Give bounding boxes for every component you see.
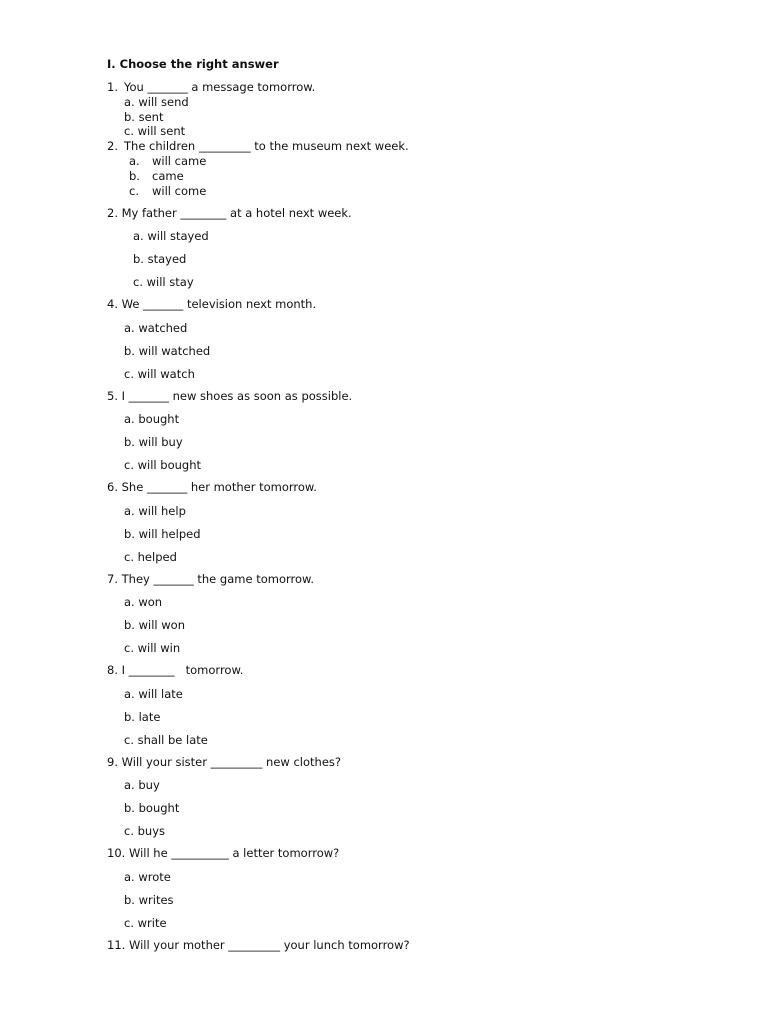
question-4-option-a[interactable]: a. watched xyxy=(124,321,188,335)
question-11-text: 11. Will your mother _________ your lunch tomorrow? xyxy=(107,938,410,952)
question-10-option-b[interactable]: b. writes xyxy=(124,893,174,907)
question-9-option-b[interactable]: b. bought xyxy=(124,801,180,815)
question-10-text: 10. Will he __________ a letter tomorrow? xyxy=(107,846,340,860)
question-6-option-b[interactable]: b. will helped xyxy=(124,527,201,541)
question-1-text: You _______ a message tomorrow. xyxy=(124,80,316,94)
question-1-number: 1. xyxy=(107,80,118,94)
question-7-text: 7. They _______ the game tomorrow. xyxy=(107,572,315,586)
question-9-text: 9. Will your sister _________ new clothes? xyxy=(107,755,341,769)
question-2a-option-a-letter: a. xyxy=(129,154,140,168)
question-5-text: 5. I _______ new shoes as soon as possible. xyxy=(107,389,353,403)
question-2a-option-a[interactable]: will came xyxy=(152,154,207,168)
question-7-option-b[interactable]: b. will won xyxy=(124,618,185,632)
question-2a-option-c[interactable]: will come xyxy=(152,184,207,198)
question-8-option-a[interactable]: a. will late xyxy=(124,687,183,701)
question-2a-option-c-letter: c. xyxy=(129,184,139,198)
question-2b-option-b[interactable]: b. stayed xyxy=(133,252,187,266)
question-2b-text: 2. My father ________ at a hotel next week. xyxy=(107,206,352,220)
question-2a-option-b-letter: b. xyxy=(129,169,140,183)
question-1-option-a[interactable]: a. will send xyxy=(124,95,189,109)
question-2a-text: The children _________ to the museum next week. xyxy=(124,139,409,153)
question-4-option-b[interactable]: b. will watched xyxy=(124,344,211,358)
question-10-option-c[interactable]: c. write xyxy=(124,916,167,930)
question-9-option-a[interactable]: a. buy xyxy=(124,778,160,792)
question-2a-number: 2. xyxy=(107,139,118,153)
question-6-option-a[interactable]: a. will help xyxy=(124,504,186,518)
question-1-option-b[interactable]: b. sent xyxy=(124,110,164,124)
question-10-option-a[interactable]: a. wrote xyxy=(124,870,171,884)
question-4-option-c[interactable]: c. will watch xyxy=(124,367,195,381)
question-8-option-c[interactable]: c. shall be late xyxy=(124,733,208,747)
question-5-option-c[interactable]: c. will bought xyxy=(124,458,202,472)
question-7-option-c[interactable]: c. will win xyxy=(124,641,181,655)
question-5-option-a[interactable]: a. bought xyxy=(124,412,180,426)
question-6-option-c[interactable]: c. helped xyxy=(124,550,177,564)
question-2a-option-b[interactable]: came xyxy=(152,169,184,183)
question-2b-option-a[interactable]: a. will stayed xyxy=(133,229,209,243)
question-5-option-b[interactable]: b. will buy xyxy=(124,435,183,449)
question-4-text: 4. We _______ television next month. xyxy=(107,297,317,311)
question-6-text: 6. She _______ her mother tomorrow. xyxy=(107,480,317,494)
question-8-text: 8. I ________ tomorrow. xyxy=(107,663,244,677)
question-8-option-b[interactable]: b. late xyxy=(124,710,161,724)
question-1-option-c[interactable]: c. will sent xyxy=(124,124,186,138)
question-9-option-c[interactable]: c. buys xyxy=(124,824,166,838)
worksheet-heading: I. Choose the right answer xyxy=(107,57,279,71)
question-7-option-a[interactable]: a. won xyxy=(124,595,163,609)
question-2b-option-c[interactable]: c. will stay xyxy=(133,275,194,289)
